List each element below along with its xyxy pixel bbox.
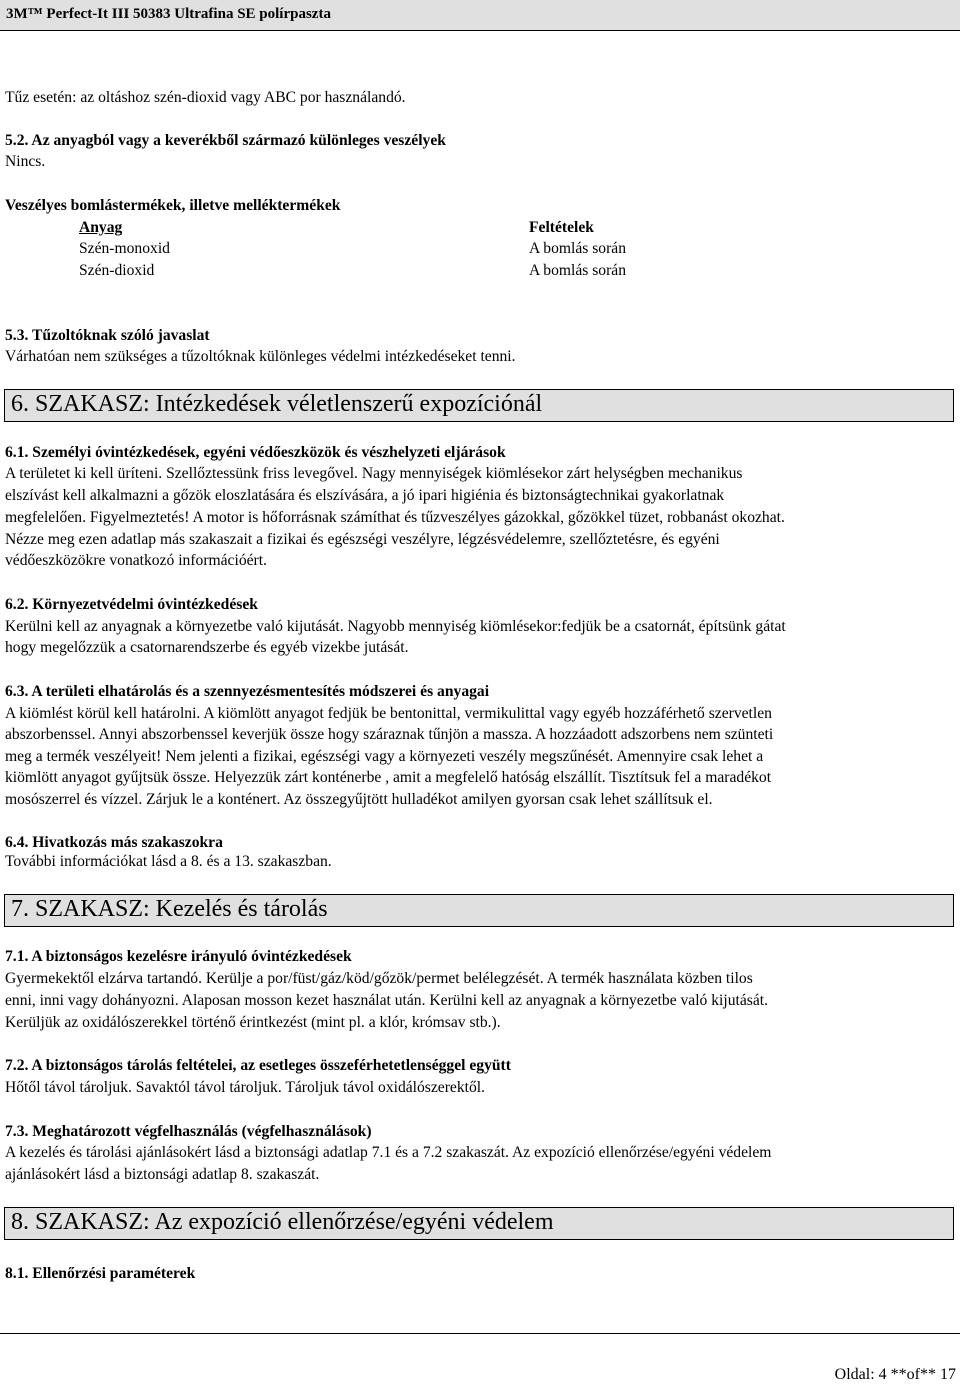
heading-7-1: 7.1. A biztonságos kezelésre irányuló óvintézkedések xyxy=(5,948,352,965)
section-7-banner xyxy=(4,894,954,927)
hazardous-products-title: Veszélyes bomlástermékek, illetve melléktermékek xyxy=(5,197,341,214)
heading-6-4: 6.4. Hivatkozás más szakaszokra xyxy=(5,834,223,851)
paragraph-6-3-line: mosószerrel és vízzel. Zárjuk le a konténert. Az összegyűjtött hulladékot amilyen gyorsan csak lehet szállítsuk el. xyxy=(5,791,713,808)
paragraph-6-1-line: Nézze meg ezen adatlap más szakaszait a fizikai és egészségi veszélyre, légzésvédelemre, szellőztetésre, és egyéni xyxy=(5,531,720,548)
paragraph-6-1-line: elszívást kell alkalmazni a gőzök eloszlatására és elszívására, a jó ipari higiénia és biztonságtechnikai gyakorlatnak xyxy=(5,487,725,504)
table-cell-substance: Szén-dioxid xyxy=(79,262,155,279)
heading-8-1: 8.1. Ellenőrzési paraméterek xyxy=(5,1265,196,1282)
paragraph-6-4: További információkat lásd a 8. és a 13. szakaszban. xyxy=(5,853,332,870)
section-7-title: 7. SZAKASZ: Kezelés és tárolás xyxy=(11,896,328,922)
paragraph-6-1-line: védőeszközökre vonatkozó információért. xyxy=(5,552,267,569)
table-cell-condition: A bomlás során xyxy=(529,262,627,279)
paragraph-7-1-line: Gyermekektől elzárva tartandó. Kerülje a por/füst/gáz/köd/gőzök/permet belélegzését. A termék használata közben tilos xyxy=(5,970,753,987)
page-number: Oldal: 4 **of** 17 xyxy=(834,1366,956,1383)
table-header-condition: Feltételek xyxy=(529,219,594,236)
paragraph-7-2: Hőtől távol tároljuk. Savaktól távol tároljuk. Tároljuk távol oxidálószerektől. xyxy=(5,1079,485,1096)
heading-6-1: 6.1. Személyi óvintézkedések, egyéni védőeszközök és vészhelyzeti eljárások xyxy=(5,444,506,461)
paragraph-7-3-line: ajánlásokért lásd a biztonsági adatlap 8. szakaszát. xyxy=(5,1166,320,1183)
paragraph-6-1-line: megfelelően. Figyelmeztetés! A motor is hőforrásnak számíthat és tűzveszélyes gázokkal, gőzökkel tüzet, robbanást okozhat. xyxy=(5,509,785,526)
paragraph-7-1-line: Kerüljük az oxidálószerekkel történő érintkezést (mint pl. a klór, krómsav stb.). xyxy=(5,1014,501,1031)
heading-6-3: 6.3. A területi elhatárolás és a szennyezésmentesítés módszerei és anyagai xyxy=(5,683,490,700)
heading-5-3: 5.3. Tűzoltóknak szóló javaslat xyxy=(5,327,210,344)
heading-7-2: 7.2. A biztonságos tárolás feltételei, az esetleges összeférhetetlenséggel együtt xyxy=(5,1057,511,1074)
paragraph-5-3: Várhatóan nem szükséges a tűzoltóknak különleges védelmi intézkedéseket tenni. xyxy=(5,348,516,365)
paragraph-6-1-line: A területet ki kell üríteni. Szellőztessünk friss levegővel. Nagy mennyiségek kiömlésekor zárt helységben mechanikus xyxy=(5,465,743,482)
heading-5-2: 5.2. Az anyagból vagy a keverékből származó különleges veszélyek xyxy=(5,132,446,149)
paragraph-6-3-line: meg a termék veszélyeit! Nem jelenti a fizikai, egészségi vagy a környezeti veszély megszűnését. Amennyire csak lehet a xyxy=(5,748,764,765)
paragraph-6-2-line: hogy megelőzzük a csatornarendszerbe és egyéb vizekbe jutását. xyxy=(5,639,409,656)
heading-7-3: 7.3. Meghatározott végfelhasználás (végfelhasználások) xyxy=(5,1123,372,1140)
footer-divider xyxy=(0,1333,960,1334)
heading-6-2: 6.2. Környezetvédelmi óvintézkedések xyxy=(5,596,258,613)
paragraph-6-3-line: kiömlött anyagot gyűjtsük össze. Helyezzük zárt konténerbe , amit a megfelelő hatóság elszállít. Tisztítsuk fel a maradékot xyxy=(5,769,772,786)
paragraph-6-3-line: abszorbenssel. Annyi abszorbenssel keverjük össze hogy száraznak tűnjön a massza. A hozzáadott adszorbens nem szünteti xyxy=(5,726,774,743)
fire-extinguishing-line: Tűz esetén: az oltáshoz szén-dioxid vagy ABC por használandó. xyxy=(5,89,406,106)
section-8-banner xyxy=(4,1207,954,1240)
paragraph-7-1-line: enni, inni vagy dohányozni. Alaposan mosson kezet használat után. Kerülni kell az anyagnak a környezetbe való kijutását. xyxy=(5,992,768,1009)
paragraph-6-2-line: Kerülni kell az anyagnak a környezetbe való kijutását. Nagyobb mennyiség kiömlésekor:fedjük be a csatornát, építsünk gátat xyxy=(5,618,786,635)
table-cell-condition: A bomlás során xyxy=(529,240,627,257)
paragraph-6-3-line: A kiömlést körül kell határolni. A kiömlött anyagot fedjük be bentonittal, vermikulittal vagy egyéb hozzáférhető szervetlen xyxy=(5,705,772,722)
document-header xyxy=(0,0,960,31)
table-cell-substance: Szén-monoxid xyxy=(79,240,170,257)
section-6-banner xyxy=(4,389,954,422)
table-header-substance: Anyag xyxy=(79,219,123,236)
section-6-title: 6. SZAKASZ: Intézkedések véletlenszerű expozíciónál xyxy=(11,391,543,417)
document-title: 3M™ Perfect-It III 50383 Ultrafina SE polírpaszta xyxy=(6,6,331,22)
paragraph-7-3-line: A kezelés és tárolási ajánlásokért lásd a biztonsági adatlap 7.1 és a 7.2 szakaszát. Az expozíció ellenőrzése/egyéni védelem xyxy=(5,1144,772,1161)
text-nincs: Nincs. xyxy=(5,153,46,170)
section-8-title: 8. SZAKASZ: Az expozíció ellenőrzése/egyéni védelem xyxy=(11,1209,554,1235)
